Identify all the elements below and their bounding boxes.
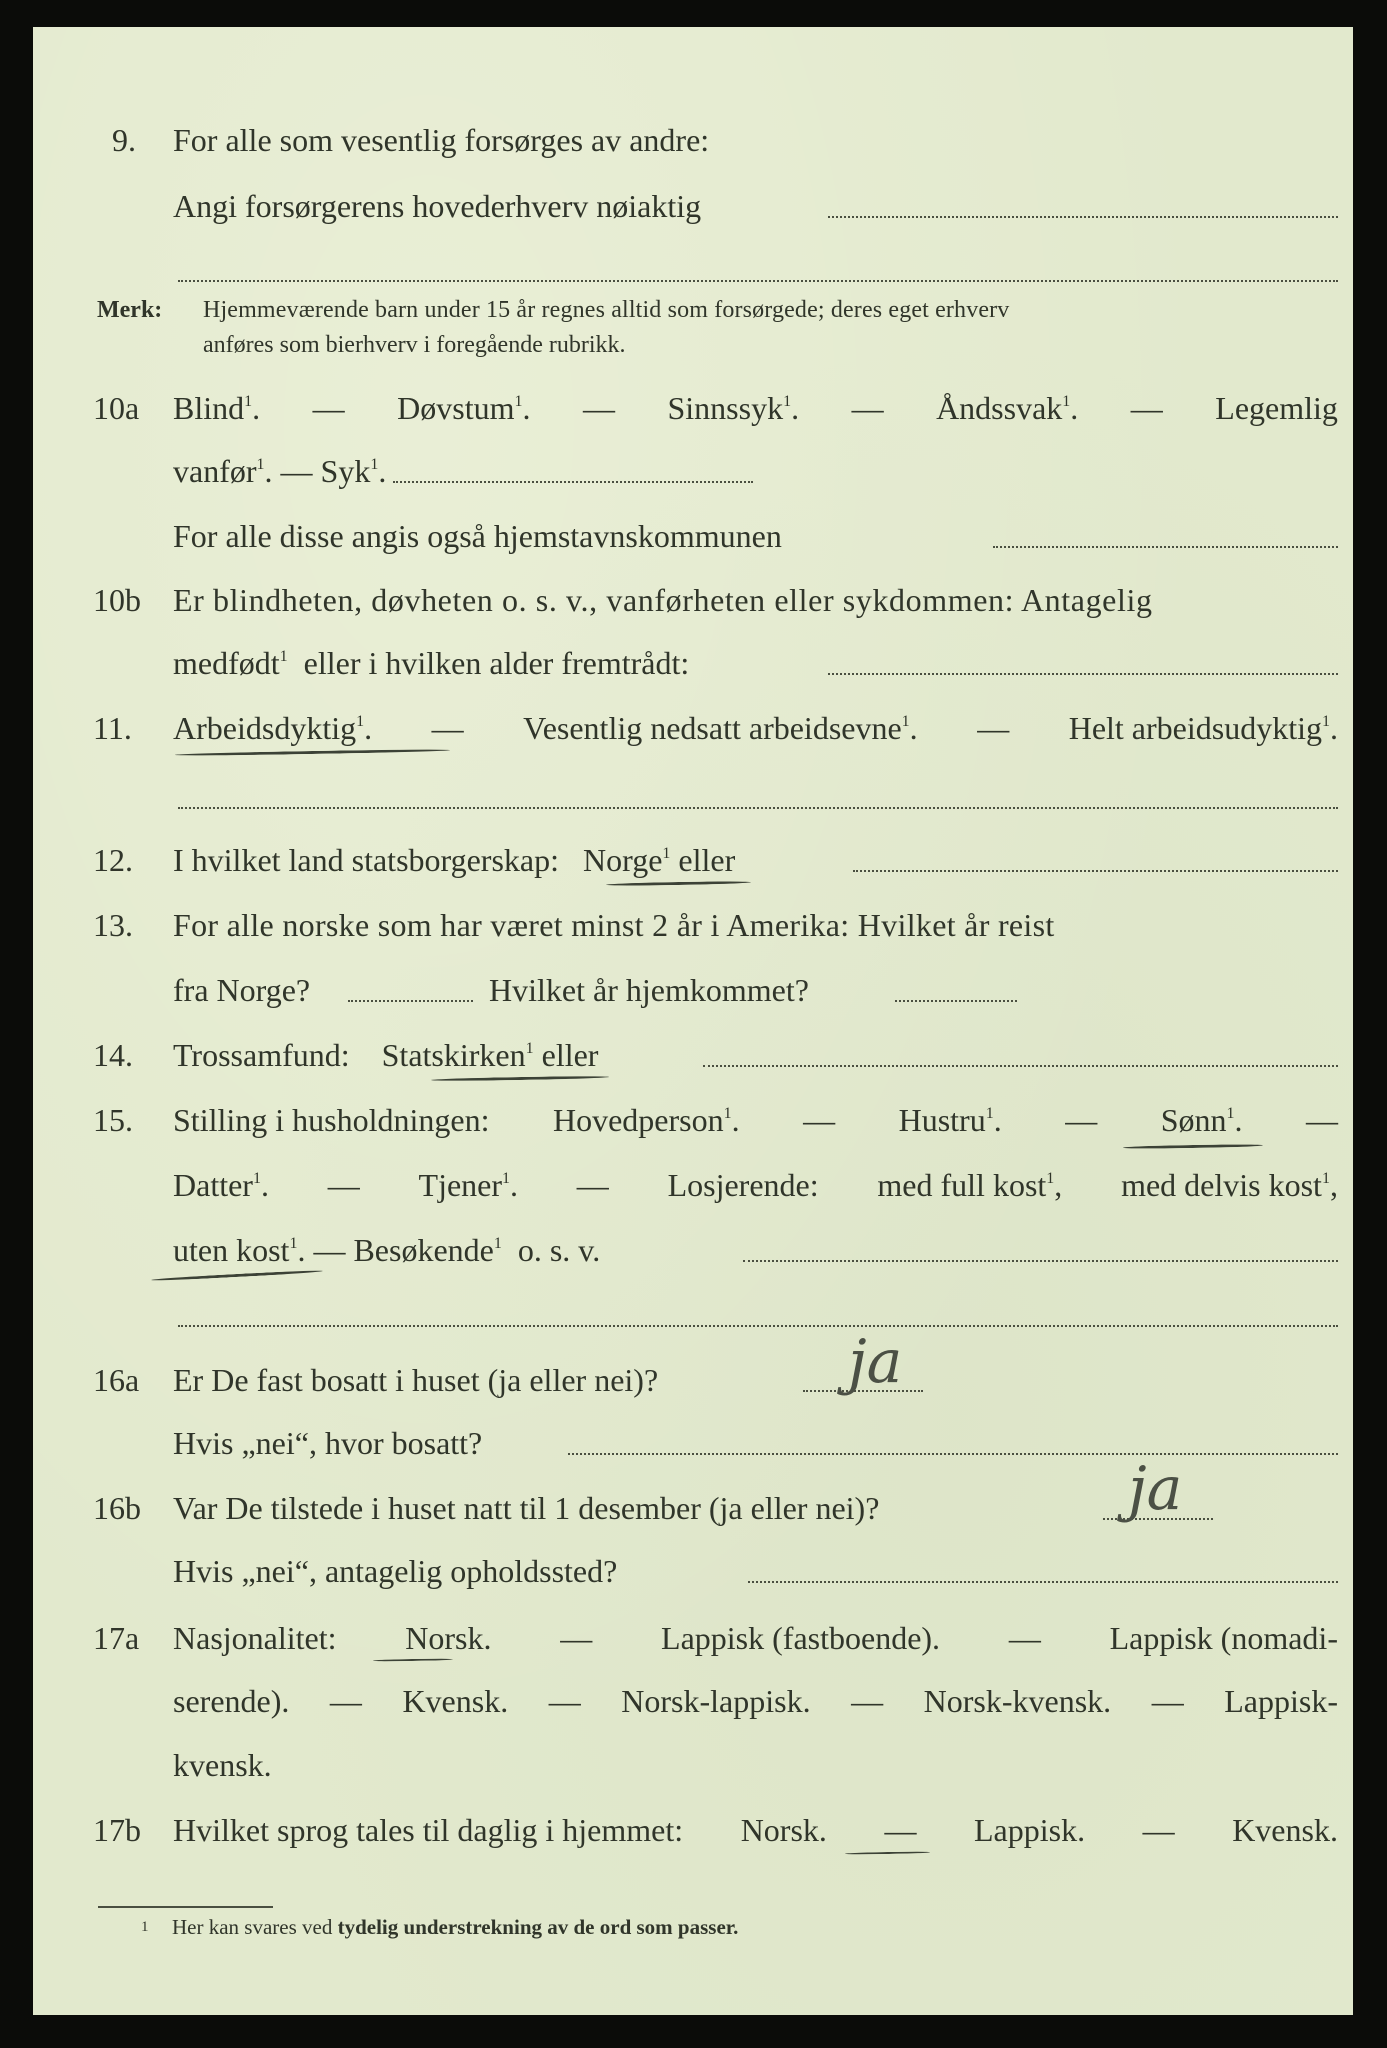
q9-provider-label: Angi forsørgerens hovederhverv nøiaktig	[173, 188, 702, 224]
q13-number: 13.	[93, 907, 133, 943]
q15-position-field[interactable]	[743, 1260, 1338, 1262]
q13-question: For alle norske som har været minst 2 år i Amerika: Hvilket år reist	[173, 907, 1055, 943]
option-sprog-kvensk[interactable]: Kvensk.	[1232, 1812, 1338, 1848]
option-dovstum[interactable]: Døvstum$^1$.	[397, 390, 531, 426]
q12-label: I hvilket land statsborgerskap:	[173, 842, 559, 878]
handwritten-underline-arbeidsdyktig	[175, 749, 450, 757]
q15-position-field-2[interactable]	[178, 1325, 1338, 1327]
option-statskirken[interactable]: Statskirken$^1$	[381, 1037, 534, 1073]
option-kvensk[interactable]: Kvensk.	[402, 1683, 509, 1719]
option-norsk[interactable]: Norsk.	[405, 1620, 492, 1656]
q16b-whereabouts-field[interactable]	[748, 1581, 1338, 1583]
q12-eller: eller	[678, 842, 736, 878]
option-sprog-lappisk[interactable]: Lappisk.	[974, 1812, 1086, 1848]
q17a-line-3: kvensk.	[173, 1747, 272, 1783]
q12-line	[173, 840, 735, 880]
q17a-label: Nasjonalitet:	[173, 1620, 337, 1656]
q10b-age-field[interactable]	[828, 673, 1338, 675]
q12-country-field[interactable]	[853, 870, 1338, 872]
q12-number: 12.	[93, 842, 133, 878]
dash: —	[1142, 1812, 1175, 1848]
q9-provider-field[interactable]	[828, 216, 1338, 218]
dash: —	[327, 1167, 360, 1203]
q11-line	[173, 708, 1338, 748]
q17b-label: Hvilket sprog tales til daglig i hjemmet:	[173, 1812, 684, 1848]
option-andssvak[interactable]: Åndssvak$^1$.	[936, 390, 1079, 426]
q15-line-3	[173, 1230, 600, 1270]
merk-line-1	[203, 295, 1338, 325]
option-uten-kost[interactable]: uten kost$^1$.	[173, 1232, 306, 1268]
q10a-line-1	[173, 388, 1338, 428]
option-helt-arbeidsudyktig[interactable]: Helt arbeidsudyktig$^1$.	[1068, 710, 1338, 746]
handwritten-underline-norsk	[373, 1658, 453, 1661]
q14-number: 14.	[93, 1037, 133, 1073]
option-medfodt[interactable]: medfødt$^1$	[173, 645, 288, 681]
q17b-number: 17b	[93, 1812, 141, 1848]
q14-eller: eller	[541, 1037, 599, 1073]
q16a-number: 16a	[93, 1362, 140, 1398]
handwritten-underline-sonn	[1123, 1144, 1263, 1149]
dash: —	[803, 1102, 836, 1138]
dash: —	[1151, 1683, 1184, 1719]
q10a-number: 10a	[93, 390, 140, 426]
q17a-nomadiserende-cont: serende).	[173, 1683, 290, 1719]
dash: —	[1065, 1102, 1098, 1138]
q17b-line	[173, 1810, 1338, 1850]
option-lappisk-fastboende[interactable]: Lappisk (fastboende).	[661, 1620, 941, 1656]
option-blind[interactable]: Blind$^1$.	[173, 390, 261, 426]
option-hovedperson[interactable]: Hovedperson$^1$.	[552, 1102, 740, 1138]
dash: —	[312, 390, 345, 426]
dash: —	[280, 453, 313, 489]
q10a-hometown-field[interactable]	[993, 546, 1338, 548]
census-form-page	[33, 27, 1353, 2015]
option-norsk-kvensk[interactable]: Norsk-kvensk.	[923, 1683, 1112, 1719]
q13-line-2-a: fra Norge?	[173, 972, 311, 1008]
dash: —	[560, 1620, 593, 1656]
option-norge[interactable]: Norge$^1$	[583, 842, 671, 878]
q14-religion-field[interactable]	[703, 1065, 1338, 1067]
q16b-number: 16b	[93, 1490, 141, 1526]
q15-osv: o. s. v.	[517, 1232, 601, 1268]
q15-label: Stilling i husholdningen:	[173, 1102, 490, 1138]
q15-line-2	[173, 1165, 1338, 1205]
q9-question: For alle som vesentlig forsørges av andre:	[173, 122, 710, 158]
q13-year-returned-field[interactable]	[895, 1000, 1017, 1002]
q10b-age-label: eller i hvilken alder fremtrådt:	[303, 645, 690, 681]
q10b-line-2	[173, 643, 689, 683]
dash: —	[977, 710, 1010, 746]
q14-line	[173, 1035, 598, 1075]
q10b-line-1	[173, 580, 1338, 620]
footnote-rule	[98, 1906, 273, 1908]
option-norsk-lappisk[interactable]: Norsk-lappisk.	[621, 1683, 811, 1719]
q10a-hometown-label: For alle disse angis også hjemstavnskommunen	[173, 518, 782, 554]
handwritten-underline-norge	[606, 881, 751, 887]
dash: —	[548, 1683, 581, 1719]
dash: —	[884, 1812, 917, 1848]
q16b-followup-label: Hvis „nei“, antagelig opholdssted?	[173, 1553, 618, 1589]
handwritten-underline-statskirken	[431, 1075, 609, 1081]
q13-line-1	[173, 905, 1338, 945]
dash: —	[329, 1683, 362, 1719]
dash: —	[576, 1167, 609, 1203]
q17a-line-1	[173, 1618, 1338, 1658]
merk-label: Merk:	[97, 297, 163, 323]
q10a-line-2	[173, 451, 386, 491]
option-legemlig[interactable]: Legemlig	[1215, 390, 1338, 426]
q9-provider-field-2[interactable]	[178, 280, 1338, 282]
q17a-line-2	[173, 1681, 1338, 1721]
q14-label: Trossamfund:	[173, 1037, 350, 1073]
option-syk[interactable]: Syk$^1$.	[320, 453, 387, 489]
q9-number: 9.	[112, 122, 136, 158]
q15-losjerende-label: Losjerende:	[667, 1167, 819, 1203]
option-lappisk-kvensk[interactable]: Lappisk-	[1224, 1683, 1338, 1719]
dash: —	[1008, 1620, 1041, 1656]
handwritten-underline-sprog-norsk	[845, 1851, 930, 1854]
q10a-condition-field[interactable]	[393, 481, 753, 483]
option-besokende[interactable]: Besøkende$^1$	[353, 1232, 502, 1268]
dash: —	[851, 1683, 884, 1719]
q10b-question: Er blindheten, døvheten o. s. v., vanførheten eller sykdommen: Antagelig	[173, 582, 1153, 618]
footnote-text	[172, 1914, 738, 1940]
q15-line-1	[173, 1100, 1338, 1140]
option-sonn[interactable]: Sønn$^1$.	[1160, 1102, 1243, 1138]
dash: —	[313, 1232, 346, 1268]
option-sinnssyk[interactable]: Sinnssyk$^1$.	[667, 390, 800, 426]
q16b-handwritten-answer: ja	[1128, 1454, 1183, 1524]
q11-number: 11.	[93, 710, 132, 746]
q17a-number: 17a	[93, 1620, 140, 1656]
q11-extra-field[interactable]	[178, 807, 1338, 809]
dash: —	[431, 710, 464, 746]
q16a-handwritten-answer: ja	[848, 1327, 903, 1397]
q13-year-left-field[interactable]	[348, 1000, 473, 1002]
merk-line-2: anføres som bierhverv i foregående rubrikk.	[203, 332, 626, 358]
option-tjener[interactable]: Tjener$^1$.	[418, 1167, 519, 1203]
footnote-marker: 1	[141, 1919, 149, 1935]
option-vanfor[interactable]: vanfør$^1$.	[173, 453, 273, 489]
q15-number: 15.	[93, 1102, 133, 1138]
option-vesentlig-nedsatt[interactable]: Vesentlig nedsatt arbeidsevne$^1$.	[523, 710, 918, 746]
dash: —	[851, 390, 884, 426]
option-sprog-norsk[interactable]: Norsk.	[740, 1812, 827, 1848]
merk-text-1: Hjemmeværende barn under 15 år regnes alltid som forsørgede; deres eget erhverv	[203, 297, 1010, 323]
option-hustru[interactable]: Hustru$^1$.	[898, 1102, 1002, 1138]
footnote-bold: tydelig understrekning av de ord som passer.	[337, 1915, 739, 1939]
option-arbeidsdyktig[interactable]: Arbeidsdyktig$^1$.	[173, 710, 373, 746]
q16a-followup-label: Hvis „nei“, hvor bosatt?	[173, 1425, 483, 1461]
option-lappisk-nomadiserende[interactable]: Lappisk (nomadi-	[1109, 1620, 1338, 1656]
dash: —	[1306, 1102, 1338, 1138]
footnote-plain: Her kan svares ved	[172, 1915, 333, 1939]
q10b-number: 10b	[93, 582, 141, 618]
q16a-question: Er De fast bosatt i huset (ja eller nei)?	[173, 1362, 659, 1398]
q16b-question: Var De tilstede i huset natt til 1 desember (ja eller nei)?	[173, 1490, 880, 1526]
q16a-residence-field[interactable]	[568, 1453, 1338, 1455]
option-datter[interactable]: Datter$^1$.	[173, 1167, 269, 1203]
option-med-delvis-kost[interactable]: med delvis kost$^1$,	[1121, 1167, 1338, 1203]
handwritten-underline-uten-kost	[151, 1270, 323, 1282]
dash: —	[1130, 390, 1163, 426]
dash: —	[582, 390, 615, 426]
q13-line-2-b: Hvilket år hjemkommet?	[489, 972, 809, 1008]
option-med-full-kost[interactable]: med full kost$^1$,	[877, 1167, 1063, 1203]
